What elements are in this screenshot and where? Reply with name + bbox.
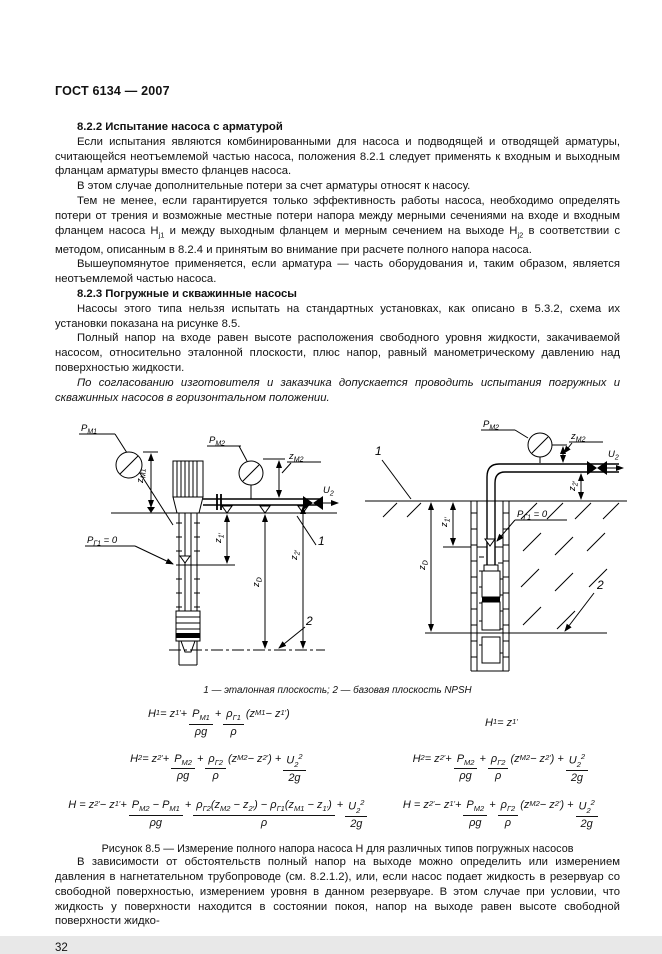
- paragraph-8: В зависимости от обстоятельств полный напор на выходе можно определить или измерением давления в нагнетательном трубопроводе (см. 8.2.1.2), или, если насос подает жидкость в резервуар со свободной поверхностью, измерением уровня в данном резервуаре. В этом случае при условии, что жидкость у поверхности находится в состоянии покоя, напор на выходе равен высоте свободной поверхности жидко-: [55, 856, 620, 928]
- label-zm1: $z_{М1}$: [135, 468, 148, 484]
- formula-h2-left: H 2 = z 2′ + $\frac{P_{М2}}{\rho g}$ + $\frac{\rho_{Г2}}{\rho}$ (z М2 − z 2′ ) + $\frac{U_2^2}{2g}$: [55, 753, 383, 784]
- flange-icon: [217, 494, 221, 510]
- label-pg1-0: $P_{Г1} = 0$: [517, 509, 548, 522]
- formula-h2-right: H 2 = z 2′ + $\frac{P_{М2}}{\rho g}$ + $\frac{\rho_{Г2}}{\rho}$ (z М2 − z 2′ ) + $\frac{U_2^2}{2g}$: [383, 753, 620, 784]
- label-plane-1: 1: [375, 444, 382, 459]
- paragraph-5: Насосы этого типа нельзя испытать на стандартных установках, как описано в 5.3.2, схема их установки показана на рисунке 8.5.: [55, 302, 620, 330]
- left-diagram-vertical-pump: [73, 415, 341, 683]
- label-plane-2: 2: [597, 578, 604, 593]
- label-plane-2: 2: [306, 614, 313, 629]
- formula-h1-right: H 1 = z 1′: [485, 717, 518, 730]
- paragraph-1: Если испытания являются комбинированными для насоса и подводящей и отводящей арматуры, считающейся неотъемлемой частью насоса, положения 8.2.1 следует применять к входным и выходным фланцам арматуры вместо фланцев насоса.: [55, 135, 620, 178]
- pg1-leader: [497, 520, 515, 541]
- document-header: ГОСТ 6134 — 2007: [55, 84, 170, 98]
- pump-band: [176, 633, 200, 638]
- zm2-leader: [282, 462, 321, 473]
- pm2-leader: [481, 430, 528, 438]
- plane1-leader: [297, 516, 316, 545]
- pump-body: [482, 602, 500, 630]
- plane1-leader: [382, 460, 411, 499]
- figure-legend: 1 — эталонная плоскость; 2 — базовая плоскость NPSH: [203, 685, 472, 697]
- label-u2: $U_2$: [323, 485, 334, 498]
- label-plane-1: 1: [318, 534, 325, 549]
- formula-row-3: [55, 799, 620, 830]
- label-z1: $z_{1'}$: [439, 517, 452, 528]
- valve-icon: [303, 496, 323, 510]
- pm1-leader: [79, 434, 173, 525]
- pump-body: [482, 571, 500, 597]
- document-body: [55, 120, 620, 954]
- water-level-icon: [180, 556, 190, 563]
- section-heading-823: 8.2.3 Погружные и скважинные насосы: [77, 288, 297, 301]
- plane2-leader: [565, 593, 594, 631]
- label-zd: $z_D$: [417, 560, 430, 571]
- formula-row-2: [55, 753, 620, 784]
- pm2-leader: [207, 446, 247, 461]
- label-zd: $z_D$: [251, 577, 264, 588]
- motor-section: [482, 637, 500, 663]
- label-pm2: $P_{М2}$: [209, 435, 226, 448]
- pump-coupling: [484, 565, 498, 571]
- right-diagram-borehole-pump: [355, 415, 635, 683]
- figure-caption: Рисунок 8.5 — Измерение полного напора насоса H для различных типов погружных насосов: [101, 843, 574, 856]
- label-z2: $z_{2'}$: [567, 481, 580, 492]
- label-pm2: $P_{М2}$: [483, 419, 500, 432]
- label-pg1-0: $P_{Г1} = 0$: [87, 535, 118, 548]
- riser-pipe: [487, 464, 619, 565]
- plane2-leader: [279, 627, 305, 648]
- paragraph-3: Тем не менее, если гарантируется только эффективность работы насоса, необходимо определять потери от трения и возможные местные потери напора между мерными сечениями на входе и входным фланцем насоса $H_{j1}$ и между выходным фланцем и мерным сечением на выходе $H_{j2}$ в соответствии с методом, описанным в 8.2.4 и принятым во внимание при расчете полного напора насоса.: [55, 194, 621, 256]
- paragraph-6: Полный напор на входе равен высоте расположения свободного уровня жидкости, закачиваемой насосом, относительно эталонной плоскости, плюс напор, равный манометрическому давлению над поверхностью жидкости.: [55, 332, 620, 374]
- label-z1: $z_{1'}$: [213, 533, 226, 544]
- label-zm2: $z_{М2}$: [571, 431, 586, 444]
- label-pm1: $P_{М1}$: [81, 423, 98, 436]
- valve-icon: [587, 461, 607, 475]
- paragraph-7: По согласованию изготовителя и заказчика допускается проводить испытания погружных и скважинных насосов в горизонтальном положении.: [55, 376, 620, 404]
- datum-level-icon: [147, 507, 155, 513]
- section-heading-822: 8.2.2 Испытание насоса с арматурой: [77, 121, 283, 133]
- figure-8-5: [73, 415, 620, 683]
- formula-block: [55, 708, 620, 830]
- riser-pipe: [495, 472, 619, 565]
- formula-row-1: [55, 708, 620, 738]
- formula-h-right: H = z 2′ − z 1′ + $\frac{P_{М2}}{\rho g}$ + $\frac{\rho_{Г2}}{\rho}$ (z М2 − z 2′ ) + $\frac{U_2^2}{2g}$: [383, 799, 620, 830]
- paragraph-4: Вышеупомянутое применяется, если арматура — часть оборудования и, таким образом, является неотъемлемой частью насоса.: [55, 258, 620, 286]
- formula-h-left: H = z 2′ − z 1′ + $\frac{P_{М2} - P_{М1}}{\rho g}$ + $\frac{\rho_{Г2}(z_{М2} - z_{2'}) - \rho_{Г1}(z_{М1} - z_{1'})}{\rho}$ + $\frac{U_2^2}{2g}$: [55, 799, 383, 830]
- label-zm2: $z_{М2}$: [289, 451, 304, 464]
- formula-h1-left: H 1 = z 1′ + $\frac{P_{М1}}{\rho g}$ + $\frac{\rho_{Г1}}{\rho}$ (z М1 − z 1′ ): [147, 708, 290, 738]
- pump-band: [482, 597, 500, 602]
- page-number: 32: [55, 942, 68, 954]
- paragraph-2: В этом случае дополнительные потери за счет арматуры относят к насосу.: [77, 180, 471, 193]
- label-z2: $z_{2'}$: [289, 550, 302, 561]
- label-u2: $U_2$: [608, 449, 619, 462]
- pg1-leader: [135, 546, 173, 564]
- pump-head: [173, 497, 203, 513]
- datum-level-icon: [222, 506, 308, 513]
